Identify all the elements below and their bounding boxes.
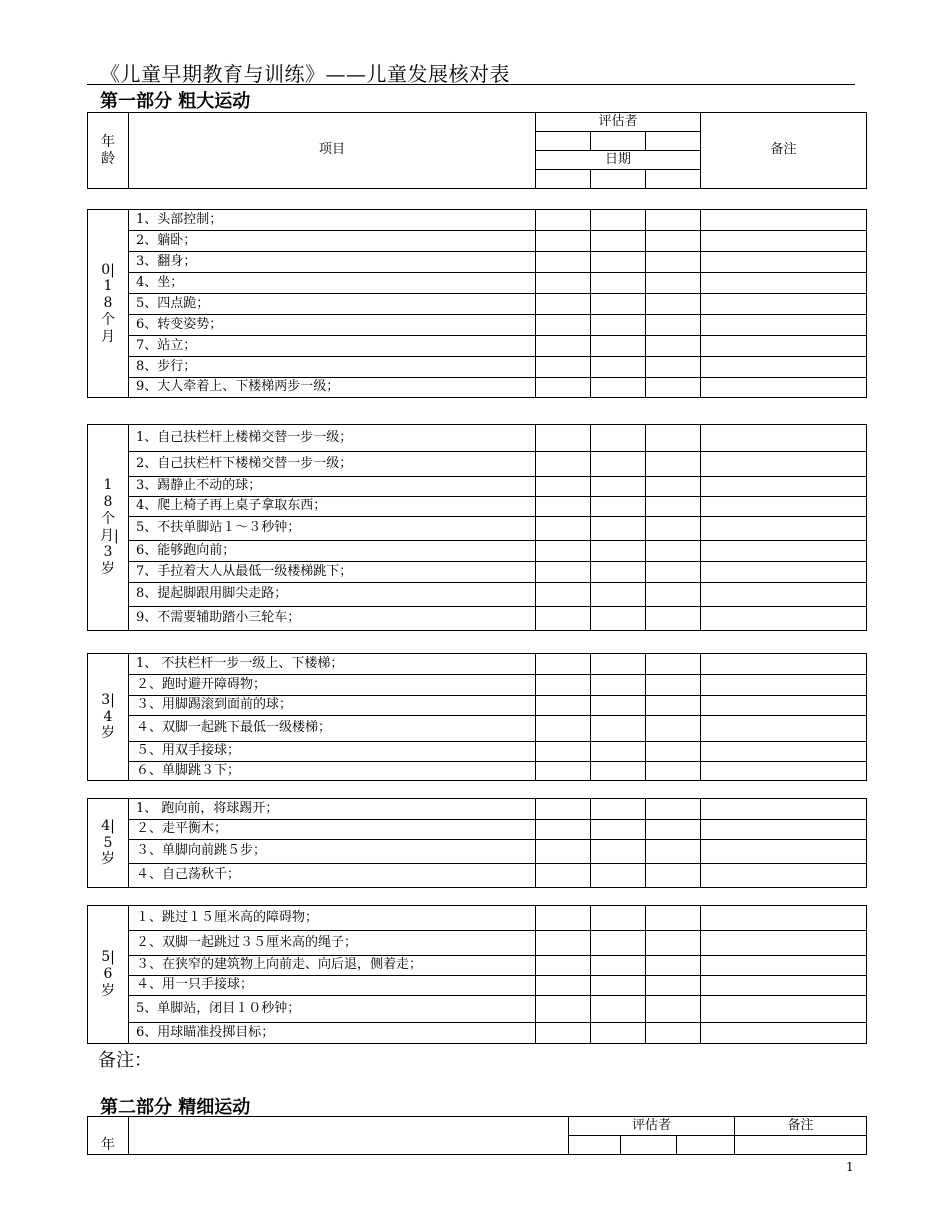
remarks-cell[interactable] [701,607,867,631]
remarks-cell[interactable] [701,425,867,452]
assessment-cell-3[interactable] [646,1023,701,1044]
assessment-cell-1[interactable] [536,762,591,781]
table-row [88,976,867,996]
assessment-cell-3[interactable] [646,996,701,1023]
assessment-cell-2[interactable] [591,273,646,294]
header-item-cell: 项目 [129,113,536,189]
assessment-cell-1[interactable] [536,210,591,231]
assessment-cell-2[interactable] [591,956,646,976]
header-remarks-cell: 备注 [701,113,867,189]
assessment-cell-2[interactable] [591,864,646,888]
part2-title: 第二部分 精细运动 [100,1097,251,1118]
remarks-cell[interactable] [701,562,867,583]
assessment-cell-2[interactable] [591,210,646,231]
assessment-cell-3[interactable] [646,294,701,315]
remarks-cell[interactable] [701,762,867,781]
milestone-item: ２、跑时避开障碍物； [129,675,536,696]
assessment-cell-1[interactable] [536,336,591,357]
table-row [88,357,867,378]
assessment-cell-1[interactable] [536,517,591,541]
assessment-cell-3[interactable] [646,742,701,762]
assessment-cell-2[interactable] [591,675,646,696]
remarks-cell[interactable] [701,996,867,1023]
assessment-cell-1[interactable] [536,996,591,1023]
milestone-item: 1、 不扶栏杆一步一级上、下楼梯； [129,654,536,675]
milestone-item: ３、用脚踢滚到面前的球； [129,696,536,716]
milestone-item: 2、自己扶栏杆下楼梯交替一步一级； [129,452,536,477]
assessment-cell-2[interactable] [591,517,646,541]
milestone-item: ５、用双手接球； [129,742,536,762]
remarks-cell[interactable] [701,477,867,497]
remarks-cell[interactable] [701,336,867,357]
assessment-cell-1[interactable] [536,956,591,976]
remarks-cell[interactable] [701,906,867,931]
assessment-cell-3[interactable] [646,583,701,607]
header-age-cell: 年龄 [88,113,129,189]
assessment-cell-2[interactable] [591,425,646,452]
date-field-2[interactable] [591,170,646,189]
table-row [88,517,867,541]
assessment-cell-1[interactable] [536,716,591,742]
milestone-item: 1、头部控制； [129,210,536,231]
table-row [88,716,867,742]
assessment-cell-3[interactable] [646,378,701,398]
assessment-cell-2[interactable] [591,497,646,517]
table-row [88,762,867,781]
remarks-cell[interactable] [701,273,867,294]
assessment-cell-1[interactable] [536,906,591,931]
assessment-cell-2[interactable] [591,336,646,357]
table-row [88,799,867,820]
assessment-cell-3[interactable] [646,477,701,497]
assessment-cell-1[interactable] [536,583,591,607]
table-row [88,452,867,477]
table-row [88,864,867,888]
assessment-cell-2[interactable] [591,231,646,252]
milestone-item: 6、转变姿势； [129,315,536,336]
assessment-cell-1[interactable] [536,541,591,562]
assessment-cell-2[interactable] [591,976,646,996]
assessment-cell-1[interactable] [536,696,591,716]
milestone-item: 1、自己扶栏杆上楼梯交替一步一级； [129,425,536,452]
part1-header-table [87,112,867,189]
milestone-item: 5、四点跪； [129,294,536,315]
assessment-cell-3[interactable] [646,607,701,631]
assessor-field-3[interactable] [646,132,701,151]
assessment-cell-3[interactable] [646,315,701,336]
milestone-item: ４、双脚一起跳下最低一级楼梯； [129,716,536,742]
assessment-cell-1[interactable] [536,562,591,583]
table-row [88,541,867,562]
table-row [88,654,867,675]
table-row [88,996,867,1023]
assessment-cell-2[interactable] [591,716,646,742]
assessment-cell-1[interactable] [536,252,591,273]
assessment-cell-3[interactable] [646,357,701,378]
table-row [88,840,867,864]
age-group-table [87,209,867,398]
date-field-1[interactable] [536,170,591,189]
age-group-table [87,798,867,888]
remarks-cell[interactable] [701,716,867,742]
assessment-cell-3[interactable] [646,273,701,294]
assessment-cell-1[interactable] [536,378,591,398]
part2-header-table [87,1116,867,1155]
table-row [88,583,867,607]
page-number: 1 [846,1160,854,1174]
milestone-item: 5、不扶单脚站１～３秒钟； [129,517,536,541]
assessment-cell-3[interactable] [646,231,701,252]
milestone-item: 7、站立； [129,336,536,357]
assessment-cell-1[interactable] [536,315,591,336]
table-row [88,931,867,956]
assessment-cell-3[interactable] [646,799,701,820]
part2-remarks-cell: 备注 [735,1117,867,1136]
assessment-cell-1[interactable] [536,976,591,996]
header-date-cell: 日期 [536,151,701,170]
assessment-cell-1[interactable] [536,675,591,696]
assessment-cell-1[interactable] [536,607,591,631]
part2-assessor-cell: 评估者 [569,1117,735,1136]
milestone-item: 6、能够跑向前； [129,541,536,562]
table-row [88,425,867,452]
assessment-cell-3[interactable] [646,840,701,864]
milestone-item: １、跳过１５厘米高的障碍物； [129,906,536,931]
table-row [88,742,867,762]
assessment-cell-1[interactable] [536,425,591,452]
remarks-cell[interactable] [701,1023,867,1044]
remarks-cell[interactable] [701,294,867,315]
assessment-cell-3[interactable] [646,541,701,562]
assessment-cell-3[interactable] [646,497,701,517]
assessment-cell-3[interactable] [646,864,701,888]
title-rule [87,84,855,85]
remarks-cell[interactable] [701,742,867,762]
assessment-cell-2[interactable] [591,906,646,931]
age-range-cell: 0|18个月 [88,210,129,398]
table-row [88,1023,867,1044]
assessment-cell-1[interactable] [536,231,591,252]
assessment-cell-2[interactable] [591,762,646,781]
table-row [88,231,867,252]
remarks-label: 备注： [98,1050,152,1071]
milestone-item: 6、用球瞄准投掷目标； [129,1023,536,1044]
table-row [88,294,867,315]
milestone-item: ２、走平衡木； [129,820,536,840]
document-title: 《儿童早期教育与训练》——儿童发展核对表 [100,62,510,86]
assessment-cell-3[interactable] [646,675,701,696]
milestone-item: 3、踢静止不动的球； [129,477,536,497]
assessment-cell-3[interactable] [646,956,701,976]
remarks-cell[interactable] [701,820,867,840]
table-row [88,210,867,231]
assessment-cell-2[interactable] [591,452,646,477]
milestone-item: ３、在狭窄的建筑物上向前走、向后退，侧着走； [129,956,536,976]
milestone-item: ２、双脚一起跳过３５厘米高的绳子； [129,931,536,956]
remarks-cell[interactable] [701,931,867,956]
remarks-cell[interactable] [701,956,867,976]
assessment-cell-1[interactable] [536,452,591,477]
milestone-item: 9、大人牵着上、下楼梯两步一级； [129,378,536,398]
milestone-item: 2、躺卧； [129,231,536,252]
assessment-cell-1[interactable] [536,820,591,840]
assessor-field-2[interactable] [591,132,646,151]
age-group-table [87,905,867,1044]
remarks-cell[interactable] [701,799,867,820]
remarks-cell[interactable] [701,840,867,864]
assessment-cell-1[interactable] [536,357,591,378]
assessment-cell-2[interactable] [591,378,646,398]
assessment-cell-2[interactable] [591,315,646,336]
remarks-cell[interactable] [701,452,867,477]
assessor-field-1[interactable] [536,132,591,151]
assessment-cell-3[interactable] [646,906,701,931]
age-range-cell: 5|6岁 [88,906,129,1044]
assessment-cell-3[interactable] [646,336,701,357]
assessment-cell-2[interactable] [591,654,646,675]
milestone-item: 7、手拉着大人从最低一级楼梯跳下； [129,562,536,583]
milestone-item: 5、单脚站，闭目１０秒钟； [129,996,536,1023]
table-row [88,562,867,583]
assessment-cell-3[interactable] [646,654,701,675]
table-row [88,675,867,696]
assessment-cell-2[interactable] [591,357,646,378]
assessment-cell-2[interactable] [591,996,646,1023]
remarks-cell[interactable] [701,696,867,716]
assessment-cell-3[interactable] [646,976,701,996]
part2-assessor-field-2[interactable] [621,1136,677,1155]
age-group-table [87,653,867,781]
remarks-cell[interactable] [701,315,867,336]
assessment-cell-2[interactable] [591,1023,646,1044]
assessment-cell-3[interactable] [646,517,701,541]
remarks-cell[interactable] [701,675,867,696]
remarks-cell[interactable] [701,231,867,252]
assessment-cell-3[interactable] [646,696,701,716]
milestone-item: 4、坐； [129,273,536,294]
remarks-cell[interactable] [701,541,867,562]
assessment-cell-1[interactable] [536,742,591,762]
assessment-cell-3[interactable] [646,820,701,840]
assessment-cell-1[interactable] [536,477,591,497]
assessment-cell-2[interactable] [591,931,646,956]
assessment-cell-2[interactable] [591,799,646,820]
assessment-cell-3[interactable] [646,562,701,583]
table-row [88,273,867,294]
remarks-cell[interactable] [701,517,867,541]
assessment-cell-2[interactable] [591,477,646,497]
assessment-cell-1[interactable] [536,931,591,956]
remarks-cell[interactable] [701,583,867,607]
table-row [88,696,867,716]
assessment-cell-3[interactable] [646,716,701,742]
milestone-item: 8、步行； [129,357,536,378]
part2-age-cell: 年 [88,1117,129,1155]
remarks-cell[interactable] [701,252,867,273]
assessment-cell-2[interactable] [591,541,646,562]
assessment-cell-1[interactable] [536,273,591,294]
age-range-cell: 18个月|3岁 [88,425,129,631]
assessment-cell-2[interactable] [591,252,646,273]
part2-assessor-field-3[interactable] [677,1136,735,1155]
milestone-item: 8、提起脚跟用脚尖走路； [129,583,536,607]
assessment-cell-3[interactable] [646,931,701,956]
assessment-cell-1[interactable] [536,654,591,675]
assessment-cell-2[interactable] [591,742,646,762]
table-row [88,906,867,931]
part2-remarks-field[interactable] [735,1136,867,1155]
milestone-item: 9、不需要辅助踏小三轮车； [129,607,536,631]
assessment-cell-1[interactable] [536,799,591,820]
table-row [88,315,867,336]
remarks-cell[interactable] [701,210,867,231]
assessment-cell-2[interactable] [591,840,646,864]
remarks-cell[interactable] [701,976,867,996]
table-row [88,820,867,840]
assessment-cell-2[interactable] [591,607,646,631]
milestone-item: 1、 跑向前，将球踢开； [129,799,536,820]
remarks-cell[interactable] [701,497,867,517]
assessment-cell-3[interactable] [646,425,701,452]
table-row [88,607,867,631]
table-row [88,497,867,517]
remarks-cell[interactable] [701,654,867,675]
part1-title: 第一部分 粗大运动 [100,91,251,112]
assessment-cell-1[interactable] [536,497,591,517]
part2-item-cell [129,1117,569,1155]
age-range-cell: 4|5岁 [88,799,129,888]
remarks-cell[interactable] [701,357,867,378]
assessment-cell-2[interactable] [591,294,646,315]
assessment-cell-2[interactable] [591,562,646,583]
assessment-cell-3[interactable] [646,452,701,477]
header-assessor-cell: 评估者 [536,113,701,132]
assessment-cell-1[interactable] [536,1023,591,1044]
table-row [88,378,867,398]
remarks-cell[interactable] [701,378,867,398]
assessment-cell-2[interactable] [591,583,646,607]
assessment-cell-2[interactable] [591,696,646,716]
assessment-cell-3[interactable] [646,252,701,273]
assessment-cell-1[interactable] [536,864,591,888]
milestone-item: ６、单脚跳３下； [129,762,536,781]
age-range-cell: 3|4岁 [88,654,129,781]
table-row [88,252,867,273]
milestone-item: ４、用一只手接球； [129,976,536,996]
date-field-3[interactable] [646,170,701,189]
part2-assessor-field-1[interactable] [569,1136,621,1155]
table-row [88,956,867,976]
age-group-table [87,424,867,631]
assessment-cell-1[interactable] [536,840,591,864]
milestone-item: 4、爬上椅子再上桌子拿取东西； [129,497,536,517]
table-row [88,336,867,357]
assessment-cell-1[interactable] [536,294,591,315]
assessment-cell-3[interactable] [646,210,701,231]
remarks-cell[interactable] [701,864,867,888]
assessment-cell-2[interactable] [591,820,646,840]
assessment-cell-3[interactable] [646,762,701,781]
table-row [88,477,867,497]
milestone-item: ３、单脚向前跳５步； [129,840,536,864]
milestone-item: 3、翻身； [129,252,536,273]
milestone-item: ４、自己荡秋千； [129,864,536,888]
